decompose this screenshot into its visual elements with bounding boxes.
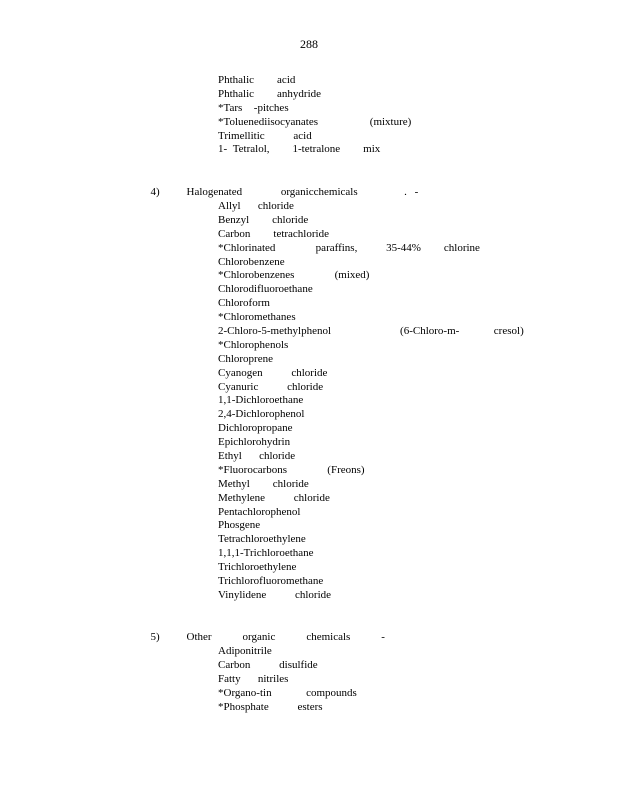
section-number: 4) <box>150 186 160 198</box>
list-item: Chlorodifluoroethane <box>218 283 313 296</box>
list-item: Pentachlorophenol <box>218 505 301 518</box>
continued-chemical-list <box>218 73 411 156</box>
list-item: Phthalic anhydride <box>218 87 322 100</box>
list-item: Phosgene <box>218 519 261 532</box>
list-item: Chlorobenzene <box>218 255 285 268</box>
list-item: *Chlorophenols <box>218 338 289 351</box>
list-item: Chloroform <box>218 297 270 310</box>
list-item: Adiponitrile <box>218 645 272 657</box>
list-item: Methylene chloride <box>218 491 330 504</box>
list-item: *Fluorocarbons (Freons) <box>218 463 365 476</box>
list-item: 2-Chloro-5-methylphenol (6-Chloro-m- cresol) <box>218 325 524 338</box>
list-item: 1- Tetralol, 1-tetralone mix <box>218 143 381 156</box>
list-item: Chloroprene <box>218 352 273 365</box>
list-item: Epichlorohydrin <box>218 436 291 449</box>
page-number: 288 <box>300 37 318 51</box>
section-title: Other organic chemicals - <box>186 631 385 643</box>
list-item: Vinylidene chloride <box>218 588 332 601</box>
list-item: 1,1,1-Trichloroethane <box>218 547 314 560</box>
list-item: Carbon tetrachloride <box>218 227 329 240</box>
list-item: Trichlorofluoromethane <box>218 575 324 588</box>
list-item: *Tars -pitches <box>218 101 289 114</box>
list-item: 2,4-Dichlorophenol <box>218 408 305 421</box>
list-item: Fatty nitriles <box>218 672 289 685</box>
list-item: 1,1-Dichloroethane <box>218 394 304 407</box>
list-item: Carbon disulfide <box>218 658 318 671</box>
list-item: *Phosphate esters <box>218 700 323 713</box>
list-item: *Chloromethanes <box>218 311 296 324</box>
list-item: Ethyl chloride <box>218 450 296 463</box>
list-item: Dichloropropane <box>218 422 293 435</box>
section-number: 5) <box>150 631 160 643</box>
list-item: Phthalic acid <box>218 74 296 86</box>
list-item: Tetrachloroethylene <box>218 533 306 546</box>
section-title: Halogenated organicchemicals . - <box>186 186 419 198</box>
list-item: Cyanogen chloride <box>218 366 328 379</box>
list-item: Trimellitic acid <box>218 129 312 142</box>
list-item: *Organo-tin compounds <box>218 686 357 699</box>
list-item: Trichloroethylene <box>218 561 297 574</box>
list-item: Methyl chloride <box>218 477 309 490</box>
section-heading-halogenated <box>145 171 418 199</box>
list-item: *Chlorinated paraffins, 35-44% chlorine <box>218 241 480 254</box>
list-item: Allyl chloride <box>218 200 294 212</box>
other-organic-chemical-list <box>218 644 357 713</box>
halogenated-chemical-list <box>218 199 524 602</box>
list-item: Benzyl chloride <box>218 213 309 226</box>
list-item: *Toluenediisocyanates (mixture) <box>218 115 412 128</box>
list-item: *Chlorobenzenes (mixed) <box>218 269 370 282</box>
list-item: Cyanuric chloride <box>218 380 324 393</box>
section-heading-other-organic <box>145 616 385 644</box>
